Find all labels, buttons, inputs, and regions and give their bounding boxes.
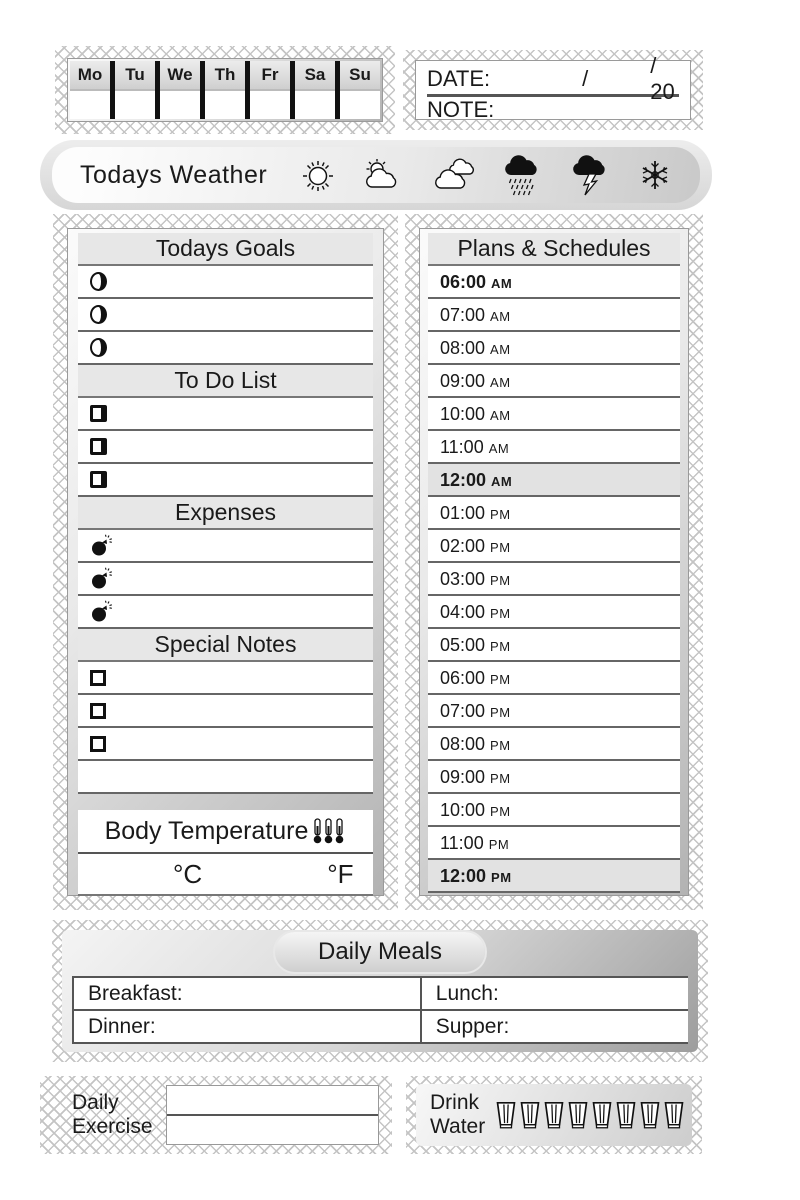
slot-time: 08:00 [440, 338, 486, 358]
schedule-slot[interactable] [428, 662, 680, 695]
checkbox-icon[interactable] [90, 670, 106, 686]
exercise-input[interactable] [167, 1086, 378, 1144]
slot-time: 03:00 [440, 569, 486, 589]
slot-time: 06:00 [440, 668, 486, 688]
date-label: DATE: [427, 66, 491, 91]
goals-header: Todays Goals [78, 233, 373, 266]
slot-suffix: PM [490, 573, 511, 588]
weekday-mo[interactable] [70, 61, 115, 119]
special-notes-header: Special Notes [78, 629, 373, 662]
schedule-slot[interactable] [428, 563, 680, 596]
slot-time: 04:00 [440, 602, 486, 622]
weekday-cell[interactable] [295, 91, 335, 119]
bomb-icon [90, 567, 114, 591]
slot-suffix: AM [490, 342, 511, 357]
goal-row[interactable] [78, 299, 373, 332]
cup-icon[interactable] [519, 1099, 541, 1132]
checkbox-3d-icon[interactable] [90, 438, 107, 455]
slot-suffix: PM [488, 837, 510, 852]
schedule-slot[interactable] [428, 464, 680, 497]
weather-title: Todays Weather [80, 160, 268, 189]
date-slash: / [582, 66, 589, 91]
slot-suffix: PM [491, 870, 512, 885]
schedule-slot[interactable] [428, 827, 680, 860]
special-note-row[interactable] [78, 695, 373, 728]
note-label: NOTE: [427, 97, 495, 122]
dinner-field[interactable]: Dinner: [74, 1011, 420, 1042]
slot-suffix: AM [491, 276, 513, 291]
weekday-label: Su [340, 61, 380, 91]
slot-suffix: AM [491, 474, 513, 489]
cup-icon[interactable] [567, 1099, 589, 1132]
schedule-slot[interactable] [428, 299, 680, 332]
cup-icon[interactable] [663, 1099, 685, 1132]
slot-time: 09:00 [440, 767, 486, 787]
slot-suffix: AM [490, 375, 511, 390]
special-note-row[interactable] [78, 728, 373, 761]
weekday-su[interactable] [340, 61, 380, 119]
left-column-panel [53, 214, 398, 910]
schedule-header: Plans & Schedules [428, 233, 680, 266]
slot-suffix: PM [490, 606, 511, 621]
date-year-prefix: / 20 [650, 53, 675, 104]
thermometer-icon [312, 818, 346, 845]
slot-time: 12:00 [440, 866, 487, 886]
bomb-icon [90, 600, 114, 624]
slot-suffix: PM [490, 804, 511, 819]
supper-field[interactable]: Supper: [422, 1011, 688, 1042]
date-field[interactable] [427, 53, 679, 104]
expense-row[interactable] [78, 596, 373, 629]
goal-row[interactable] [78, 332, 373, 365]
weekday-label: Th [205, 61, 245, 91]
slot-time: 11:00 [440, 833, 484, 853]
schedule-slot[interactable] [428, 629, 680, 662]
schedule-slot[interactable] [428, 365, 680, 398]
slot-time: 08:00 [440, 734, 486, 754]
schedule-slot[interactable] [428, 596, 680, 629]
half-shaded-circle-icon [90, 305, 107, 324]
checkbox-3d-icon[interactable] [90, 405, 107, 422]
sun-icon[interactable] [298, 155, 338, 195]
slot-suffix: PM [490, 639, 511, 654]
weekday-fr[interactable] [250, 61, 295, 119]
daily-exercise-label: Daily Exercise [72, 1090, 153, 1138]
checkbox-icon[interactable] [90, 736, 106, 752]
slot-time: 05:00 [440, 635, 486, 655]
weekday-cell[interactable] [70, 91, 110, 119]
lunch-field[interactable]: Lunch: [422, 978, 688, 1009]
weekday-tu[interactable] [115, 61, 160, 119]
weekday-label: Fr [250, 61, 290, 91]
exercise-line[interactable] [167, 1116, 378, 1144]
checkbox-3d-icon[interactable] [90, 471, 107, 488]
schedule-slot[interactable] [428, 728, 680, 761]
weekday-sa[interactable] [295, 61, 340, 119]
cup-icon[interactable] [639, 1099, 661, 1132]
weekday-label: Sa [295, 61, 335, 91]
weekday-th[interactable] [205, 61, 250, 119]
weather-bar [40, 140, 712, 210]
schedule-slot[interactable] [428, 398, 680, 431]
slot-suffix: PM [490, 705, 511, 720]
half-shaded-circle-icon [90, 272, 107, 291]
storm-cloud-icon[interactable] [570, 152, 614, 198]
breakfast-field[interactable]: Breakfast: [74, 978, 420, 1009]
slot-time: 07:00 [440, 305, 486, 325]
slot-time: 10:00 [440, 404, 486, 424]
daily-meals-panel [52, 920, 708, 1062]
sun-behind-cloud-icon[interactable] [362, 156, 408, 194]
todo-row[interactable] [78, 398, 373, 431]
weekday-cell[interactable] [340, 91, 380, 119]
weekday-we[interactable] [160, 61, 205, 119]
slot-time: 10:00 [440, 800, 486, 820]
exercise-line[interactable] [167, 1086, 378, 1116]
week-strip-panel [55, 46, 395, 134]
goal-row[interactable] [78, 266, 373, 299]
schedule-slot[interactable] [428, 266, 680, 299]
todo-row[interactable] [78, 431, 373, 464]
water-cups [495, 1099, 685, 1132]
expense-row[interactable] [78, 563, 373, 596]
schedule-slot[interactable] [428, 761, 680, 794]
note-field[interactable] [427, 97, 679, 123]
fahrenheit-field[interactable]: °F [327, 858, 354, 889]
checkbox-icon[interactable] [90, 703, 106, 719]
cup-icon[interactable] [495, 1099, 517, 1132]
expense-row[interactable] [78, 530, 373, 563]
weekday-label: Mo [70, 61, 110, 91]
slot-suffix: PM [490, 738, 511, 753]
drink-water-label: Drink Water [430, 1090, 486, 1138]
rain-cloud-icon[interactable] [502, 152, 546, 198]
schedule-panel [405, 214, 703, 910]
daily-meals-title: Daily Meals [275, 932, 485, 972]
slot-suffix: PM [490, 672, 511, 687]
slot-time: 06:00 [440, 272, 487, 292]
weekday-cell[interactable] [205, 91, 245, 119]
todo-row[interactable] [78, 464, 373, 497]
date-note-panel [403, 50, 703, 130]
slot-suffix: AM [490, 309, 511, 324]
slot-time: 12:00 [440, 470, 487, 490]
clouds-icon[interactable] [432, 156, 478, 194]
expenses-header: Expenses [78, 497, 373, 530]
snowflake-icon[interactable] [638, 158, 672, 192]
slot-suffix: PM [490, 771, 511, 786]
weekday-cell[interactable] [160, 91, 200, 119]
cup-icon[interactable] [615, 1099, 637, 1132]
celsius-field[interactable]: °C [173, 858, 203, 889]
slot-suffix: AM [488, 441, 510, 456]
schedule-slot[interactable] [428, 695, 680, 728]
slot-time: 09:00 [440, 371, 486, 391]
slot-time: 02:00 [440, 536, 486, 556]
daily-exercise-panel [40, 1076, 392, 1154]
cup-icon[interactable] [543, 1099, 565, 1132]
schedule-slot[interactable] [428, 530, 680, 563]
half-shaded-circle-icon [90, 338, 107, 357]
slot-suffix: PM [490, 540, 511, 555]
schedule-slot[interactable] [428, 332, 680, 365]
slot-suffix: AM [490, 408, 511, 423]
weekday-label: We [160, 61, 200, 91]
slot-time: 11:00 [440, 437, 484, 457]
schedule-slot[interactable] [428, 794, 680, 827]
body-temperature-title: Body Temperature [104, 816, 309, 845]
drink-water-panel [406, 1076, 702, 1154]
slot-time: 07:00 [440, 701, 486, 721]
weekday-label: Tu [115, 61, 155, 91]
weekday-cell[interactable] [250, 91, 290, 119]
schedule-slot[interactable] [428, 860, 680, 893]
special-note-row-empty[interactable] [78, 761, 373, 794]
bomb-icon [90, 534, 114, 558]
schedule-slot[interactable] [428, 431, 680, 464]
todo-header: To Do List [78, 365, 373, 398]
schedule-slot[interactable] [428, 497, 680, 530]
slot-time: 01:00 [440, 503, 486, 523]
special-note-row[interactable] [78, 662, 373, 695]
body-temperature-box [78, 810, 373, 896]
slot-suffix: PM [490, 507, 511, 522]
cup-icon[interactable] [591, 1099, 613, 1132]
weekday-cell[interactable] [115, 91, 155, 119]
